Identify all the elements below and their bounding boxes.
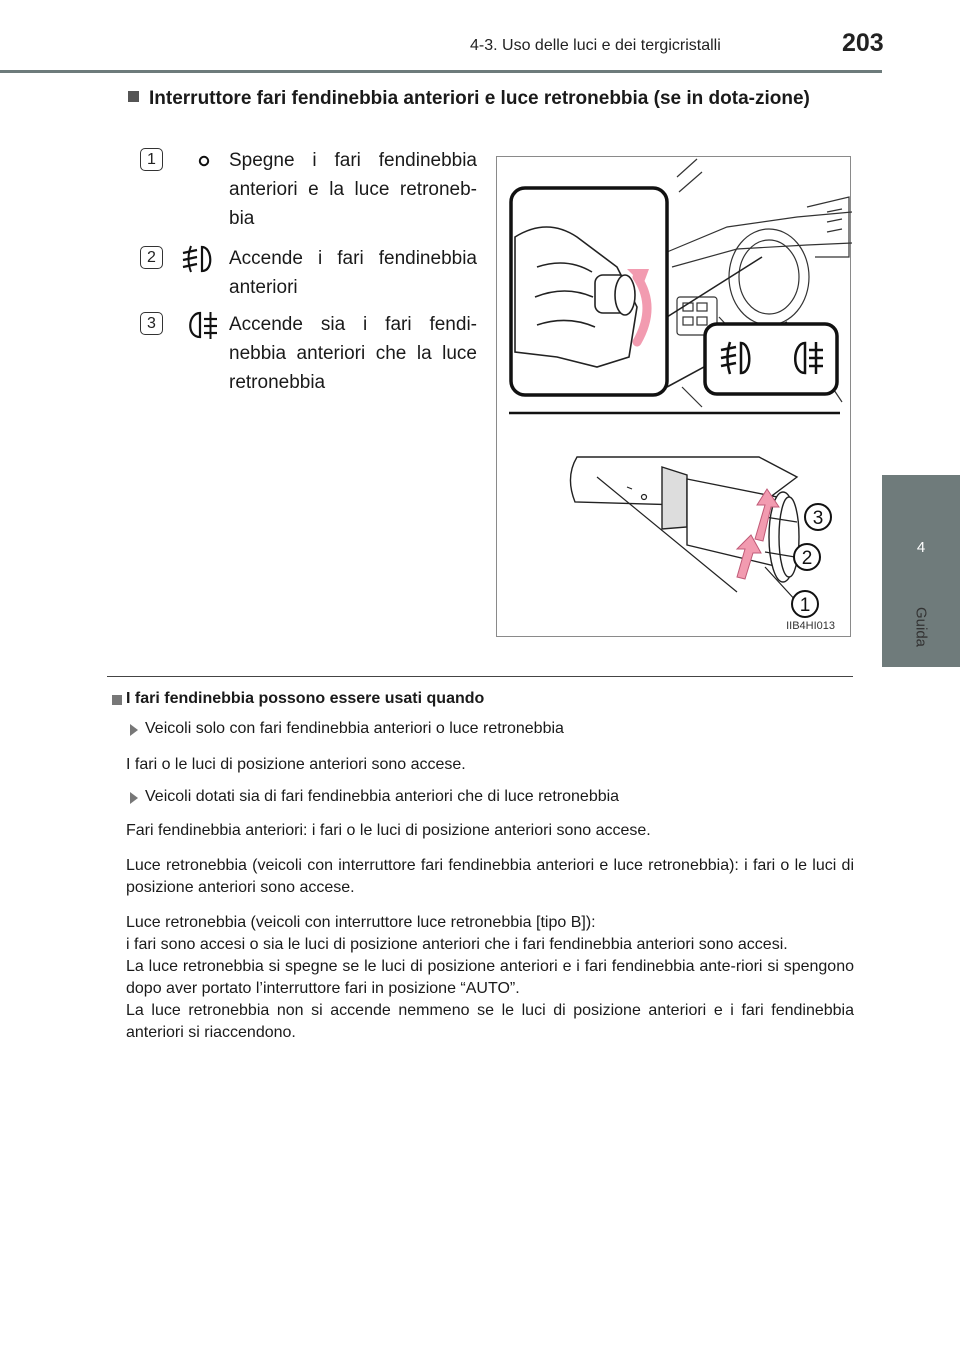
section-rule (107, 676, 853, 677)
paragraph-line: La luce retronebbia si spegne se le luci di posizione anteriori e i fari fendinebbia ante-riori si spengono dopo aver portato l’interruttore fari in posizione “AUTO”. (126, 958, 854, 997)
callout-2 (794, 544, 820, 570)
item-2 (140, 244, 480, 306)
item-number: 1 (140, 148, 163, 171)
rear-fog-light-icon (178, 310, 222, 340)
header-rule (0, 70, 882, 73)
main-heading (128, 84, 856, 113)
chapter-label (906, 603, 936, 651)
paragraph: Luce retronebbia (veicoli con interruttore fari fendinebbia anteriori e luce retronebbia): i fari o le luci di posizione anteriori sono accese. (126, 857, 854, 896)
paragraph-line: La luce retronebbia non si accende nemmeno se le luci di posizione anteriori e i fari fendinebbia anteriori si riaccendono. (126, 1002, 854, 1041)
front-fog-light-icon (178, 244, 222, 274)
chapter-label-text: Guida (912, 606, 930, 648)
off-position-icon (178, 146, 222, 176)
figure-code: IIB4HI013 (786, 620, 835, 632)
paragraph-group (126, 912, 854, 1044)
svg-text:2: 2 (801, 548, 813, 569)
paragraph: I fari o le luci di posizione anteriori sono accese. (126, 756, 466, 773)
subheading-square-icon (112, 695, 122, 705)
item-number: 3 (140, 312, 163, 335)
item-number: 2 (140, 246, 163, 269)
main-heading-text: Interruttore fari fendinebbia anteriori e luce retronebbia (se in dota-zione) (149, 88, 810, 109)
paragraph-line: Luce retronebbia (veicoli con interruttore luce retronebbia [tipo B]): (126, 914, 596, 931)
item-3 (140, 310, 480, 400)
svg-text:3: 3 (812, 508, 824, 529)
item-text: Accende i fari fendinebbia anteriori (229, 248, 477, 298)
svg-text:1: 1 (799, 595, 811, 616)
bullet-text: Veicoli solo con fari fendinebbia anteriori o luce retronebbia (145, 720, 564, 737)
running-header-section: 4-3. Uso delle luci e dei tergicristalli (470, 37, 721, 54)
fog-light-switch-illustration (496, 156, 851, 637)
item-1 (140, 146, 480, 236)
item-text: Spegne i fari fendinebbia anteriori e la luce retroneb-bia (229, 150, 477, 229)
chapter-number: 4 (916, 539, 926, 556)
triangle-bullet-icon (130, 792, 138, 804)
triangle-bullet-icon (130, 724, 138, 736)
paragraph: Fari fendinebbia anteriori: i fari o le luci di posizione anteriori sono accese. (126, 822, 651, 839)
callout-3 (805, 504, 831, 530)
bullet-text: Veicoli dotati sia di fari fendinebbia anteriori che di luce retronebbia (145, 788, 620, 805)
callout-1 (792, 591, 818, 617)
subsection-heading: I fari fendinebbia possono essere usati quando (126, 690, 485, 707)
page-number: 203 (842, 29, 884, 57)
item-text: Accende sia i fari fendi-nebbia anteriori che la luce retronebbia (229, 314, 477, 393)
paragraph-line: i fari sono accesi o sia le luci di posizione anteriori che i fari fendinebbia anteriori sono accesi. (126, 936, 788, 953)
